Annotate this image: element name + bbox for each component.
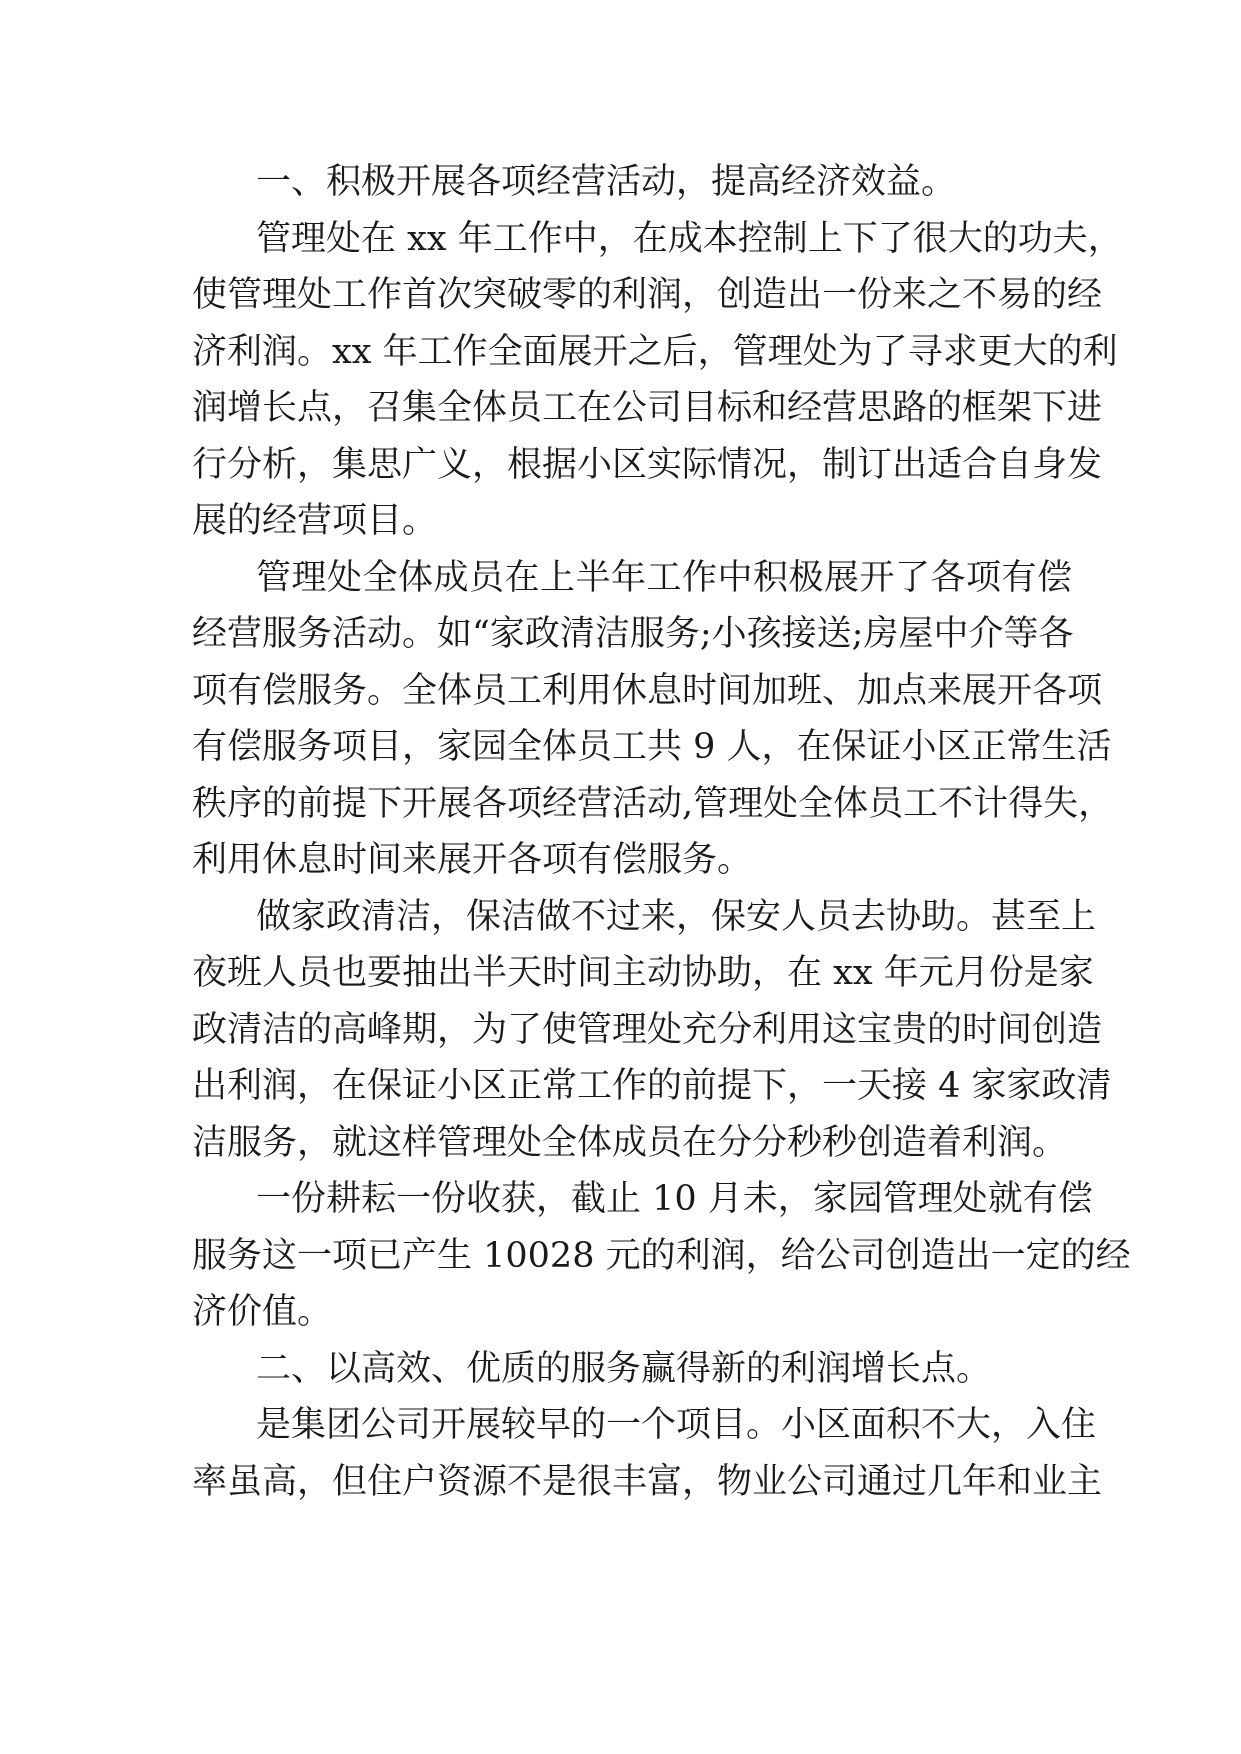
- text-line: 行分析，集思广义，根据小区实际情况，制订出适合自身发: [192, 444, 1103, 485]
- text-line: 秩序的前提下开展各项经营活动,管理处全体员工不计得失，: [192, 783, 1114, 824]
- text-line: 管理处在 xx 年工作中，在成本控制上下了很大的功夫，: [256, 218, 1123, 259]
- text-line: 洁服务，就这样管理处全体成员在分分秒秒创造着利润。: [192, 1122, 1068, 1163]
- section-heading-2: [192, 1341, 1072, 1398]
- document-body: [192, 154, 1131, 1510]
- paragraph: [192, 1397, 1103, 1510]
- paragraph: [192, 1171, 1131, 1341]
- text-line: 是集团公司开展较早的一个项目。小区面积不大，入住: [256, 1405, 1097, 1445]
- text-line: 管理处全体成员在上半年工作中积极展开了各项有偿: [256, 557, 1072, 598]
- text-line: 济价值。: [192, 1292, 333, 1332]
- text-line: 一、积极开展各项经营活动，提高经济效益。: [256, 162, 957, 202]
- paragraph: [192, 889, 1112, 1172]
- text-line: 利用休息时间来展开各项有偿服务。: [192, 840, 753, 880]
- text-line: 夜班人员也要抽出半天时间主动协助，在 xx 年元月份是家: [192, 953, 1094, 993]
- text-line: 政清洁的高峰期，为了使管理处充分利用这宝贵的时间创造: [192, 1009, 1103, 1050]
- text-line: 展的经营项目。: [192, 501, 438, 541]
- text-line: 做家政清洁，保洁做不过来，保安人员去协助。甚至上: [256, 896, 1097, 937]
- text-line: 项有偿服务。全体员工利用休息时间加班、加点来展开各项: [192, 670, 1103, 711]
- text-line: 一份耕耘一份收获，截止 10 月未，家园管理处就有偿: [256, 1179, 1093, 1219]
- text-line: 济利润。xx 年工作全面展开之后，管理处为了寻求更大的利: [192, 331, 1118, 372]
- section-heading-1: [192, 154, 1072, 211]
- text-line: 率虽高，但住户资源不是很丰富，物业公司通过几年和业主: [192, 1461, 1103, 1502]
- paragraph: [192, 550, 1114, 889]
- text-line: 润增长点，召集全体员工在公司目标和经营思路的框架下进: [192, 388, 1103, 428]
- text-line: 服务这一项已产生 10028 元的利润，给公司创造出一定的经: [192, 1235, 1131, 1276]
- text-line: 经营服务活动。如“家政清洁服务;小孩接送;房屋中介等各: [192, 614, 1074, 654]
- text-line: 有偿服务项目，家园全体员工共 9 人，在保证小区正常生活: [192, 727, 1112, 767]
- paragraph: [192, 211, 1123, 550]
- text-line: 二、以高效、优质的服务赢得新的利润增长点。: [256, 1348, 992, 1389]
- text-line: 出利润，在保证小区正常工作的前提下，一天接 4 家家政清: [192, 1066, 1112, 1106]
- text-line: 使管理处工作首次突破零的利润，创造出一份来之不易的经: [192, 275, 1103, 315]
